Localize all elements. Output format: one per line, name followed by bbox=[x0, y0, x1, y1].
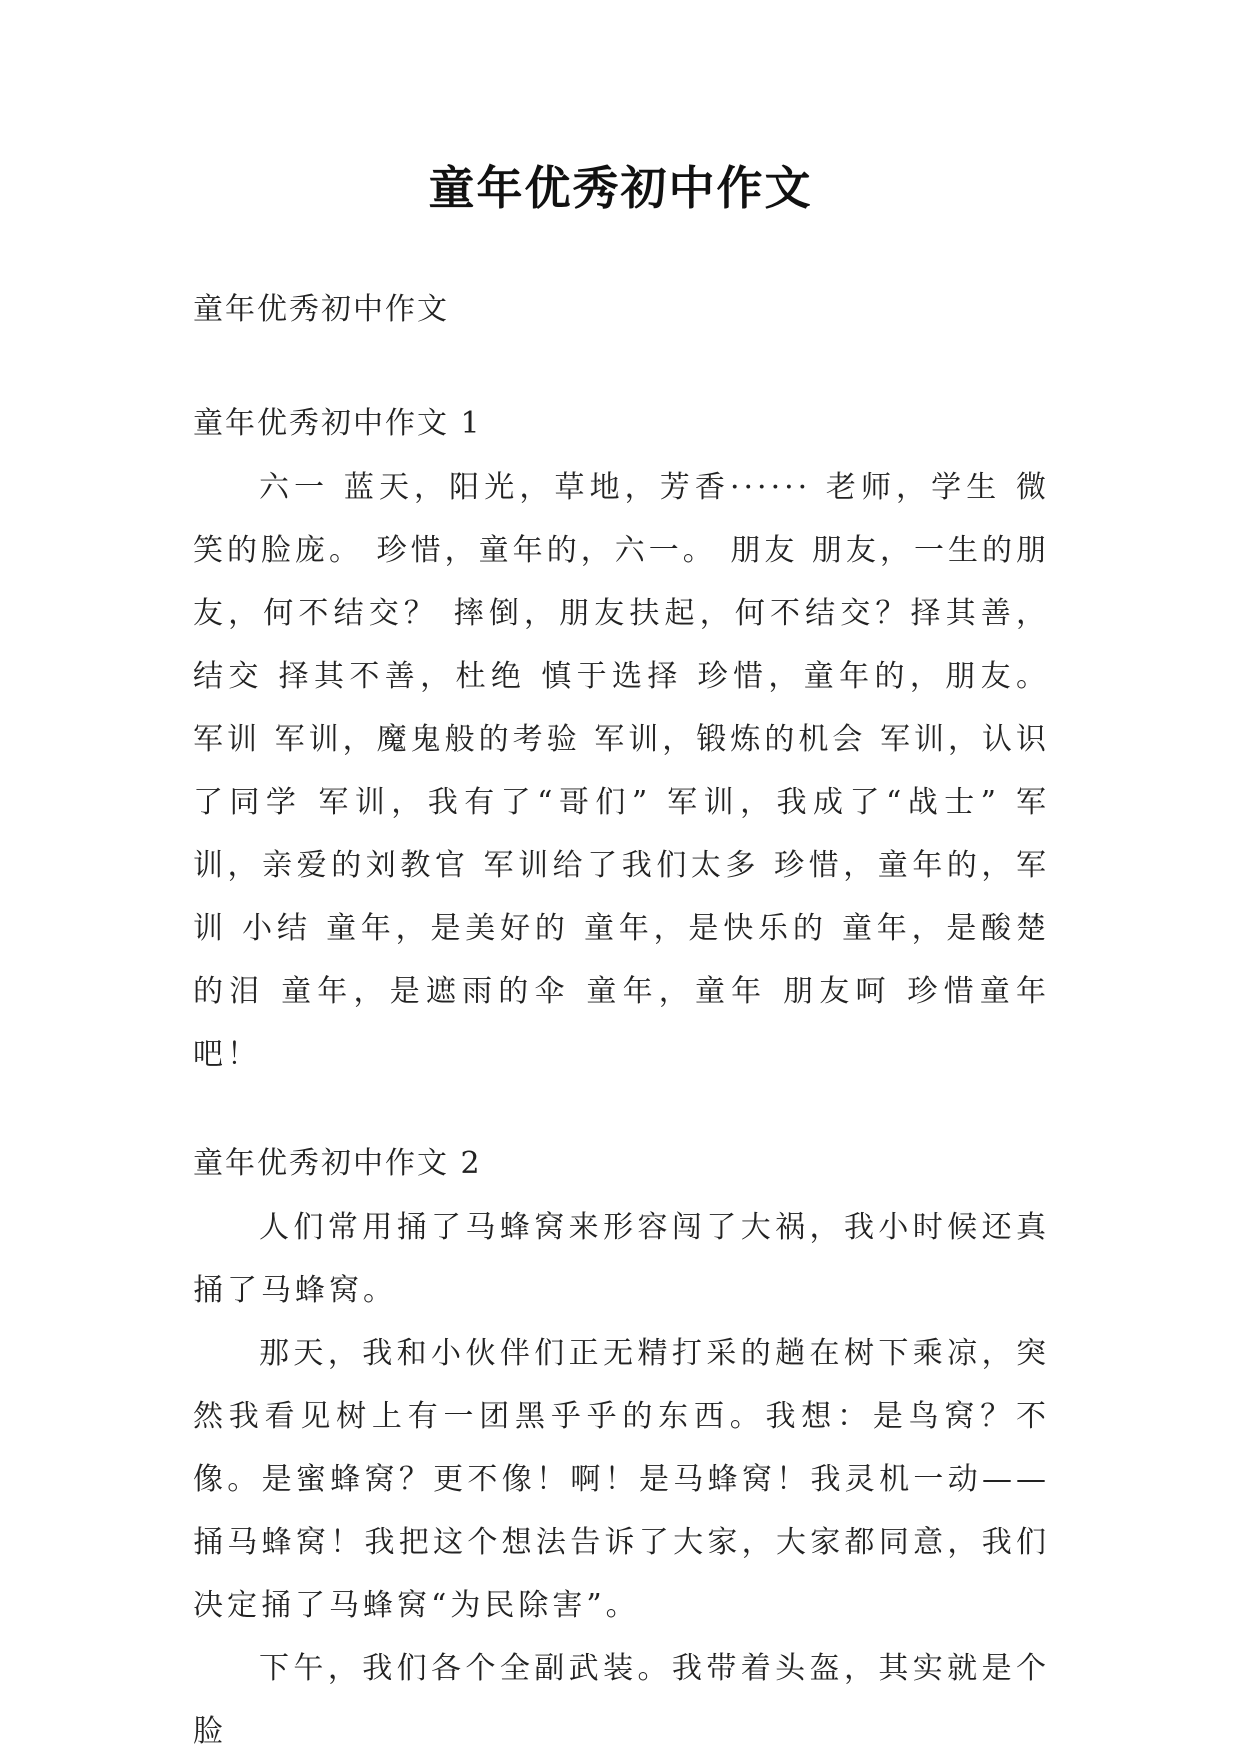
paragraph: 人们常用捅了马蜂窝来形容闯了大祸，我小时候还真捅了马蜂窝。 bbox=[193, 1210, 1050, 1308]
paragraph: 六一 蓝天，阳光，草地，芳香······ 老师，学生 微笑的脸庞。 珍惜，童年的，六一。 朋友 朋友，一生的朋友，何不结交？ 摔倒，朋友扶起，何不结交？择其善，结交 择其不善，杜绝 慎于选择 珍惜，童年的，朋友。 军训 军训，魔鬼般的考验 军训，锻炼的机会 军训，认识了同学 军训，我有了“哥们” 军训，我成了“战士” 军训，亲爱的刘教官 军训给了我们太多 珍惜，童年的，军训 小结 童年，是美好的 童年，是快乐的 童年，是酸楚的泪 童年，是遮雨的伞 童年，童年 朋友呵 珍惜童年吧！ bbox=[193, 470, 1050, 1072]
paragraph: 下午，我们各个全副武装。我带着头盔，其实就是个脸 bbox=[193, 1651, 1050, 1749]
essay-section-2 bbox=[193, 1144, 1050, 1763]
paragraph: 那天，我和小伙伴们正无精打采的趟在树下乘凉，突然我看见树上有一团黑乎乎的东西。我想：是鸟窝？不像。是蜜蜂窝？更不像！啊！是马蜂窝！我灵机一动——捅马蜂窝！我把这个想法告诉了大家，大家都同意，我们决定捅了马蜂窝“为民除害”。 bbox=[193, 1336, 1050, 1623]
section-heading: 童年优秀初中作文 1 bbox=[193, 406, 482, 441]
document-body bbox=[193, 290, 1050, 1763]
section-heading: 童年优秀初中作文 2 bbox=[193, 1146, 482, 1181]
document-subtitle: 童年优秀初中作文 bbox=[193, 292, 449, 327]
document-title: 童年优秀初中作文 bbox=[428, 161, 813, 215]
essay-section-1 bbox=[193, 404, 1050, 1086]
